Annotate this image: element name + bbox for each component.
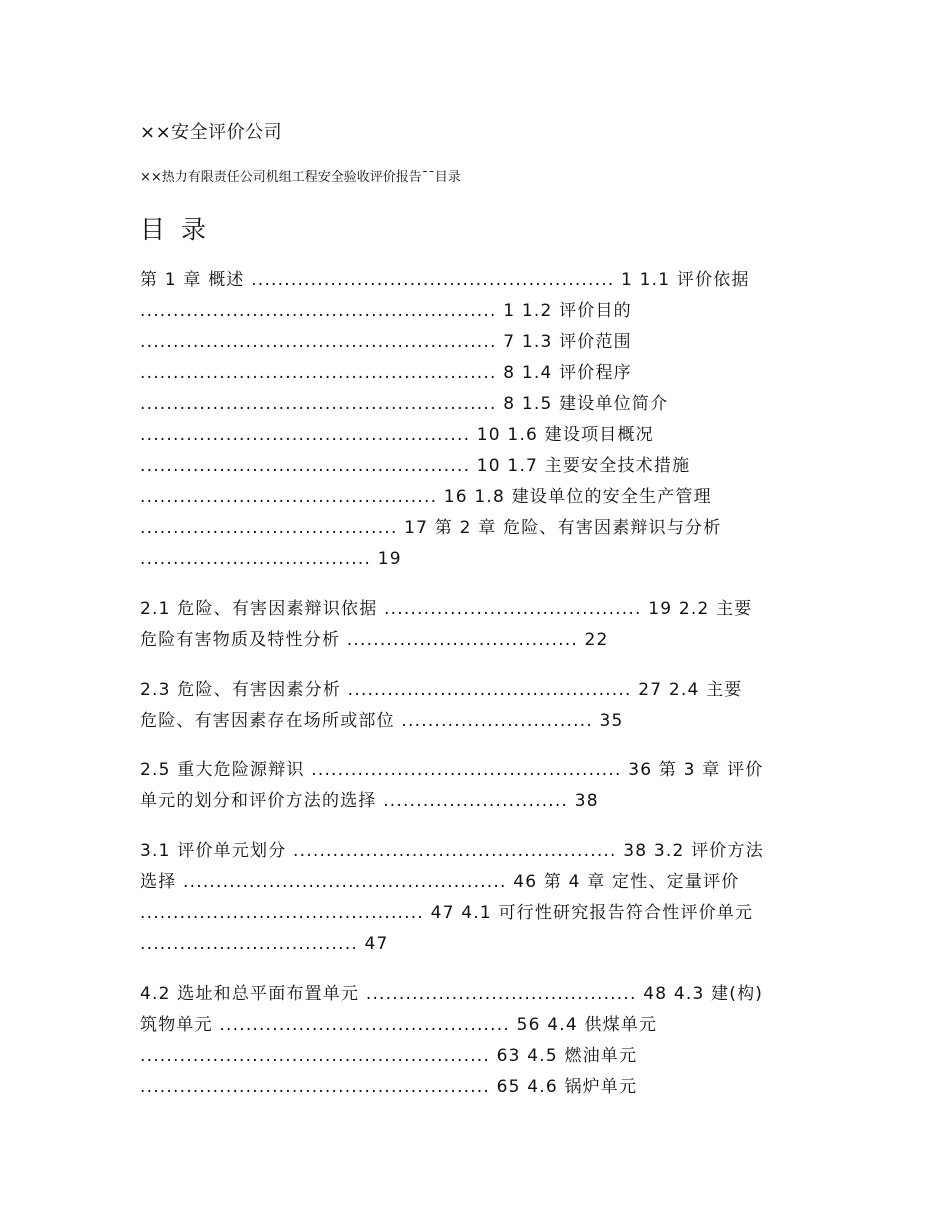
toc-line: ....................................... 17 第 2 章 危险、有害因素辩识与分析: [140, 518, 722, 538]
toc-line: 选择 ................................................. 46 第 4 章 定性、定量评价: [140, 872, 740, 892]
toc-line: .................................................. 10 1.7 主要安全技术措施: [140, 456, 691, 476]
toc-line: ...................................................... 1 1.2 评价目的: [140, 301, 632, 321]
toc-line: 筑物单元 ............................................ 56 4.4 供煤单元: [140, 1015, 658, 1035]
toc-heading: 目 录: [140, 215, 210, 244]
company-name: ××安全评价公司: [140, 122, 283, 143]
toc-line: 单元的划分和评价方法的选择 ............................ 38: [140, 791, 599, 811]
toc-line: ...................................................... 8 1.4 评价程序: [140, 363, 632, 383]
toc-line: 2.1 危险、有害因素辩识依据 ....................................... 19 2.2 主要: [140, 599, 753, 619]
toc-line: ..................................................... 63 4.5 燃油单元: [140, 1046, 638, 1066]
report-title: ××热力有限责任公司机组工程安全验收评价报告¯¯目录: [140, 170, 461, 185]
toc-line: ................................. 47: [140, 934, 389, 954]
toc-line: ...................................................... 8 1.5 建设单位简介: [140, 394, 669, 414]
toc-line: 2.5 重大危险源辩识 ............................................... 36 第 3 章 评价: [140, 760, 764, 780]
toc-line: .................................................. 10 1.6 建设项目概况: [140, 425, 654, 445]
toc-line: 3.1 评价单元划分 ................................................. 38 3.2 评价方法: [140, 841, 764, 861]
toc-line: ............................................. 16 1.8 建设单位的安全生产管理: [140, 487, 712, 507]
toc-line: ................................... 19: [140, 549, 402, 569]
toc-line: 4.2 选址和总平面布置单元 ......................................... 48 4.3 建(构): [140, 984, 764, 1004]
toc-line: 危险、有害因素存在场所或部位 ............................. 35: [140, 711, 624, 731]
toc-line: 2.3 危险、有害因素分析 ........................................... 27 2.4 主要: [140, 680, 743, 700]
toc-line: 危险有害物质及特性分析 ................................... 22: [140, 630, 609, 650]
toc-line: ........................................... 47 4.1 可行性研究报告符合性评价单元: [140, 903, 754, 923]
toc-line: ...................................................... 7 1.3 评价范围: [140, 332, 632, 352]
toc-line: ..................................................... 65 4.6 锅炉单元: [140, 1077, 638, 1097]
toc-line: 第 1 章 概述 ....................................................... 1 1.1 评价依据: [140, 270, 750, 290]
